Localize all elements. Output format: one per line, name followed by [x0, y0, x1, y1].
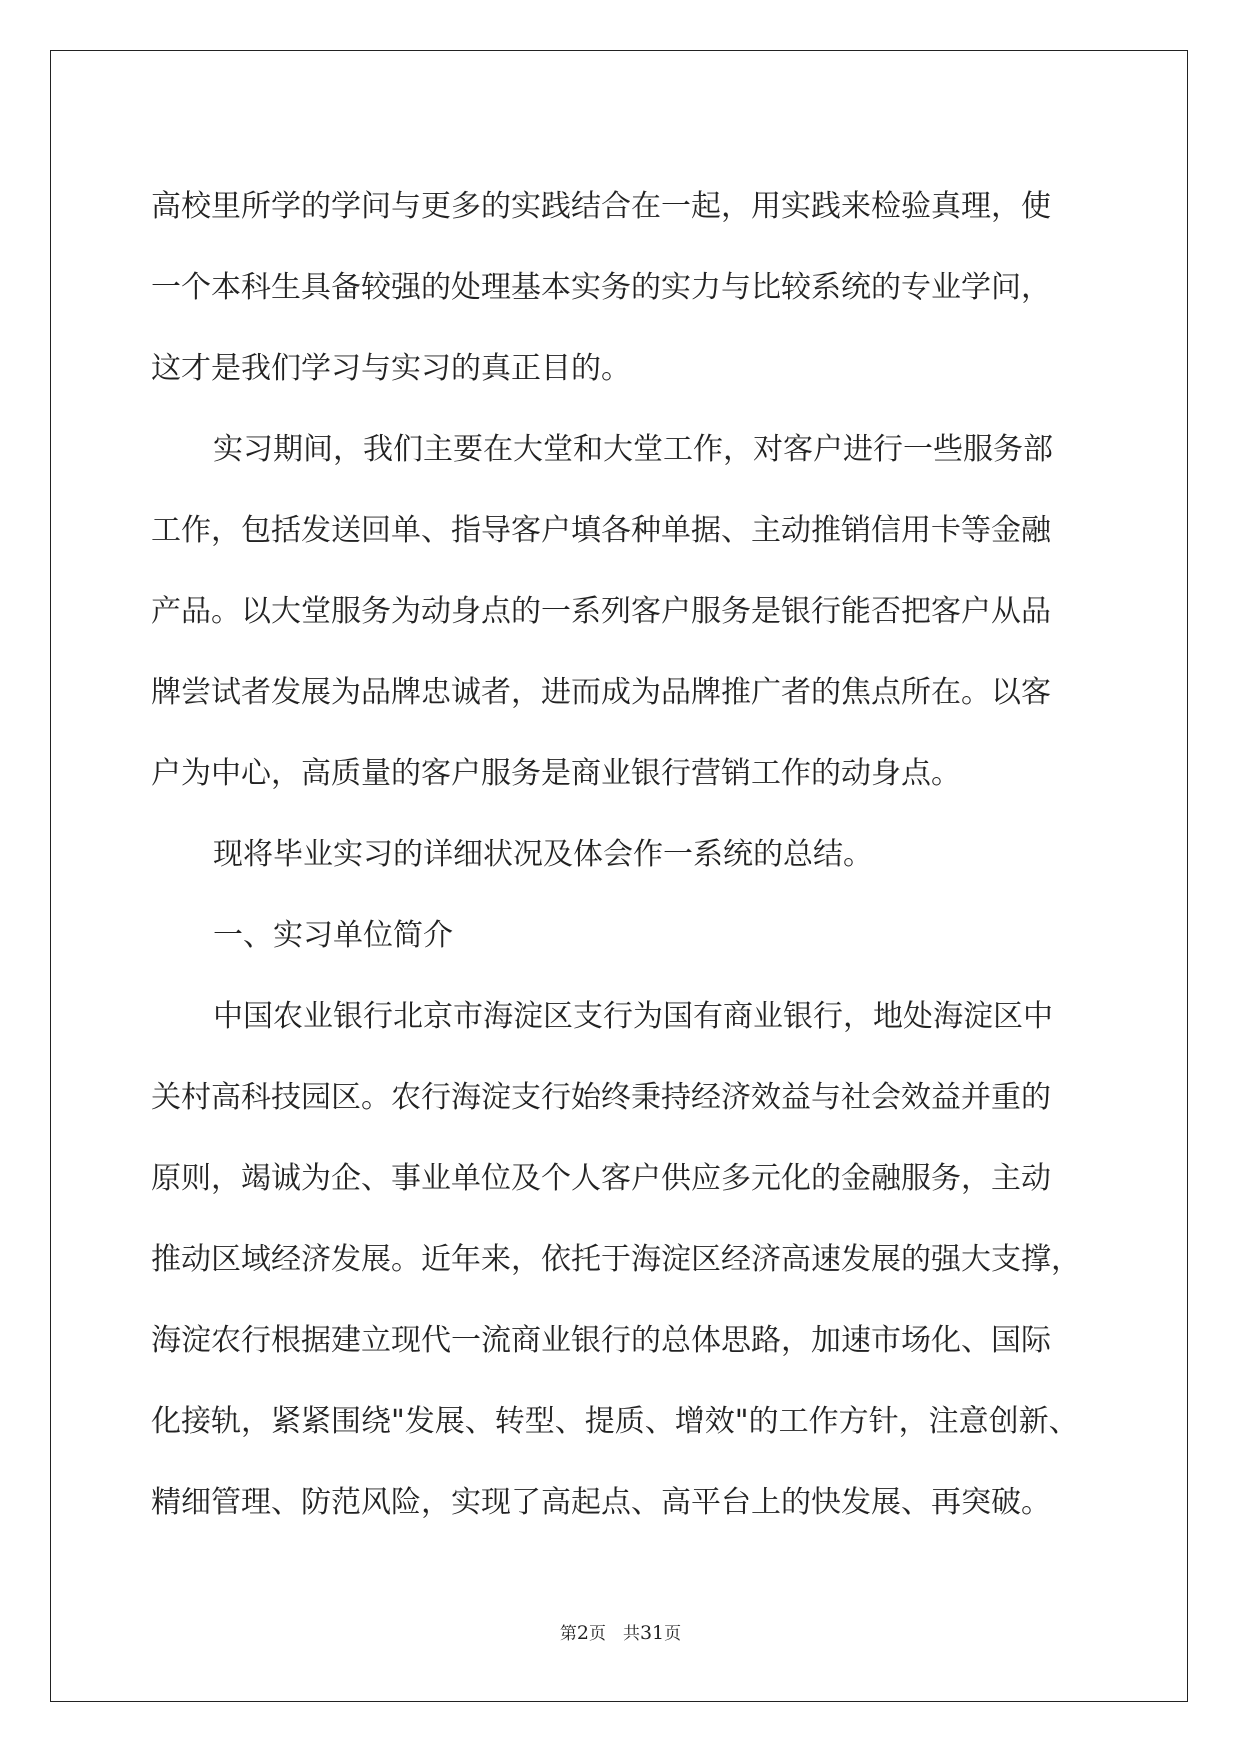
text-line: 这才是我们学习与实习的真正目的。	[151, 351, 631, 386]
document-body	[151, 166, 1091, 1543]
current-page-number: 2	[576, 1622, 589, 1644]
footer-prefix: 第	[559, 1624, 577, 1644]
text-line: 牌尝试者发展为品牌忠诚者，进而成为品牌推广者的焦点所在。以客	[151, 675, 1051, 710]
page-footer	[0, 1623, 1241, 1644]
text-line: 户为中心，高质量的客户服务是商业银行营销工作的动身点。	[151, 756, 961, 791]
total-pages: 31	[639, 1622, 665, 1644]
text-line: 精细管理、防范风险，实现了高起点、高平台上的快发展、再突破。	[151, 1485, 1051, 1520]
section-heading: 一、实习单位简介	[213, 918, 453, 953]
text-line: 推动区域经济发展。近年来，依托于海淀区经济高速发展的强大支撑，	[151, 1242, 1081, 1277]
footer-suffix: 页	[664, 1624, 682, 1644]
text-line: 产品。以大堂服务为动身点的一系列客户服务是银行能否把客户从品	[151, 594, 1051, 629]
text-line: 化接轨，紧紧围绕"发展、转型、提质、增效"的工作方针，注意创新、	[151, 1404, 1079, 1439]
footer-mid: 页 共	[588, 1624, 640, 1644]
text-line: 一个本科生具备较强的处理基本实务的实力与比较系统的专业学问，	[151, 270, 1051, 305]
text-line: 关村高科技园区。农行海淀支行始终秉持经济效益与社会效益并重的	[151, 1080, 1051, 1115]
text-line: 现将毕业实习的详细状况及体会作一系统的总结。	[213, 837, 873, 872]
text-line: 高校里所学的学问与更多的实践结合在一起，用实践来检验真理，使	[151, 189, 1051, 224]
text-line: 原则，竭诚为企、事业单位及个人客户供应多元化的金融服务，主动	[151, 1161, 1051, 1196]
text-line: 工作，包括发送回单、指导客户填各种单据、主动推销信用卡等金融	[151, 513, 1051, 548]
text-line: 中国农业银行北京市海淀区支行为国有商业银行，地处海淀区中	[213, 999, 1053, 1034]
text-line: 海淀农行根据建立现代一流商业银行的总体思路，加速市场化、国际	[151, 1323, 1051, 1358]
text-line: 实习期间，我们主要在大堂和大堂工作，对客户进行一些服务部	[213, 432, 1053, 467]
